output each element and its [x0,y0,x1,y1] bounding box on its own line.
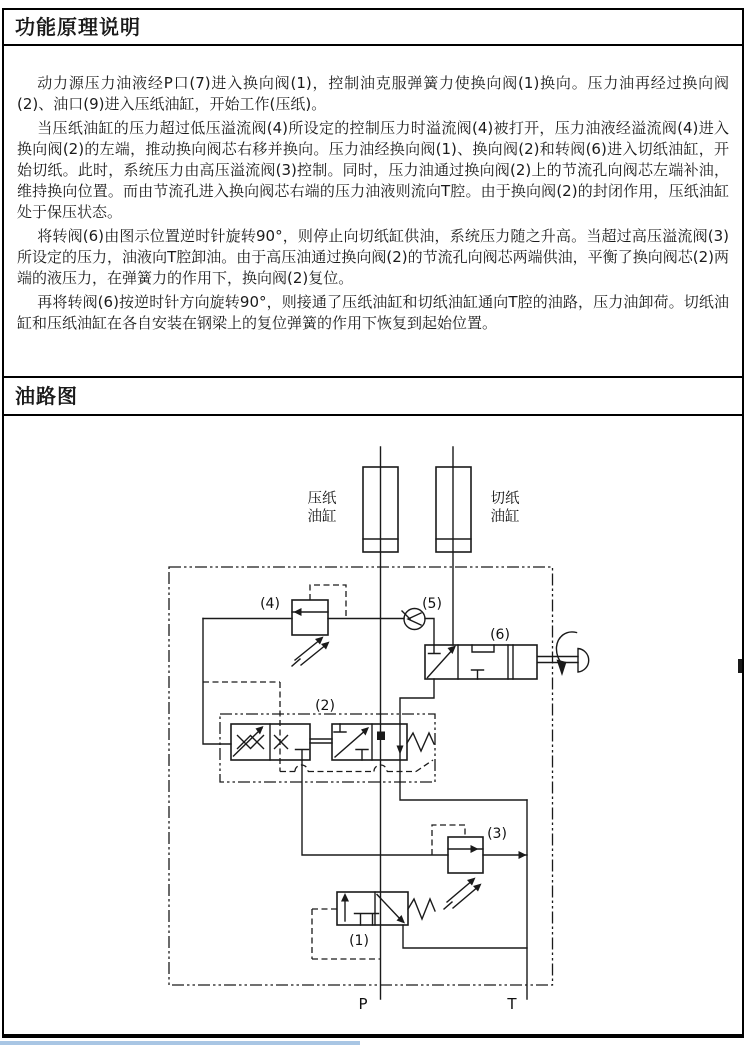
spring-adjust-icon [444,878,482,910]
label-valve-4: (4) [260,596,280,612]
section-title: 功能原理说明 [15,15,141,39]
relief-valve-4 [292,585,346,666]
label-valve-6: (6) [490,627,510,643]
label-valve-5: (5) [422,596,442,612]
cylinder-labels [308,490,520,525]
spring-icon [407,733,434,751]
section-header-oil-circuit [4,378,742,416]
piping [203,619,527,949]
press-cylinder-label-1: 压纸 [307,491,337,507]
rotary-handle-icon [538,632,589,676]
directional-valve-1 [312,892,435,959]
port-labels [358,995,517,1013]
spring-icon [408,899,435,919]
port-p-label: P [358,995,368,1013]
paragraph: 将转阀(6)由图示位置逆时针旋转90°，则停止向切纸缸供油，系统压力随之升高。当超过高压溢流阀(3)所设定的压力，油液向T腔卸油。由于高压油通过换向阀(2)的节流孔向阀芯两端供油，平衡了换向阀芯(2)两端的液压力，在弹簧力的作用下，换向阀(2)复位。 [17,227,729,287]
hydraulic-schematic [4,416,742,1034]
document-page [2,8,744,1038]
scan-artifact-strip [0,1041,360,1045]
section-header-function-principle [4,10,742,46]
scan-mark [738,659,742,673]
spring-adjust-icon [292,637,330,667]
description-text-block [4,46,742,378]
paragraph: 再将转阀(6)按逆时针方向旋转90°，则接通了压纸油缸和切纸油缸通向T腔的油路，压力油卸荷。切纸油缸和压纸油缸在各自安装在钢梁上的复位弹簧的作用下恢复到起始位置。 [17,293,729,332]
section-title: 油路图 [15,384,78,408]
port-t-label: T [507,995,517,1013]
cut-cylinder-label-2: 油缸 [490,509,520,525]
paragraph: 当压纸油缸的压力超过低压溢流阀(4)所设定的控制压力时溢流阀(4)被打开，压力油液经溢流阀(4)进入换向阀(2)的左端，推动换向阀芯右移并换向。压力油经换向阀(1)、换向阀(2)和转阀(6)进入切纸油缸，开始切纸。此时，系统压力由高压溢流阀(3)控制。同时，压力油通过换向阀(2)上的节流孔向阀芯左端补油，维持换向位置。而由节流孔进入换向阀芯右端的压力油液则流向T腔。由于换向阀(2)的封闭作用，压纸油缸处于保压状态。 [17,119,729,221]
oil-circuit-diagram [4,416,742,1034]
press-cylinder-label-2: 油缸 [307,509,337,525]
paragraph: 动力源压力油液经P口(7)进入换向阀(1)，控制油克服弹簧力使换向阀(1)换向。压力油再经过换向阀(2)、油口(9)进入压纸油缸，开始工作(压纸)。 [17,74,729,113]
label-valve-1: (1) [349,933,369,949]
relief-valve-3 [432,825,527,909]
label-valve-3: (3) [487,826,507,842]
cut-cylinder-label-1: 切纸 [490,491,520,507]
label-valve-2: (2) [315,698,335,714]
cut-cylinder-symbol [436,447,471,645]
